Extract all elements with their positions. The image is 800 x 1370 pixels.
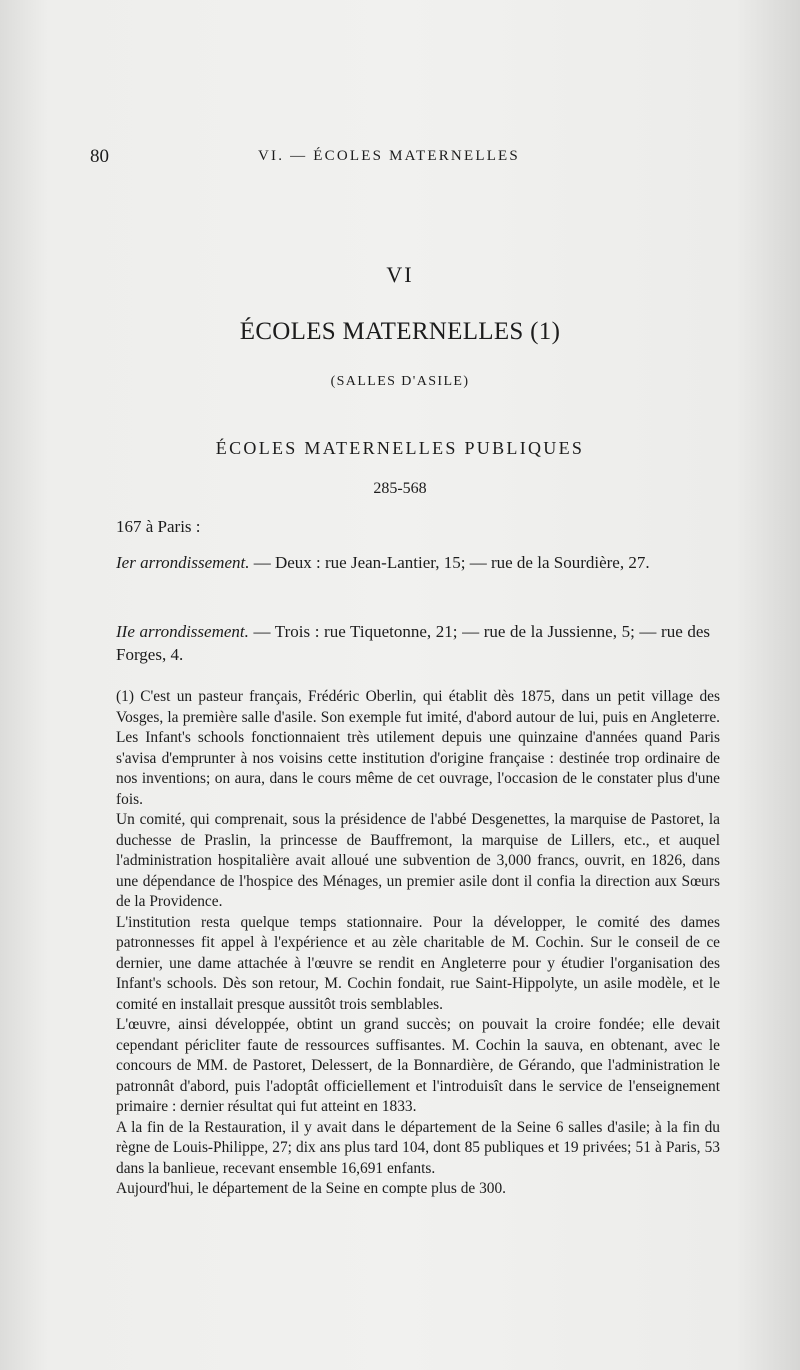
chapter-number: VI bbox=[386, 262, 414, 287]
section-title: ÉCOLES MATERNELLES PUBLIQUES bbox=[215, 438, 585, 458]
footnote-paragraph: A la fin de la Restauration, il y avait dans le département de la Seine 6 salles d'asile; à la fin du règne de Louis-Philippe, 27; dix ans plus tard 104, dont 85 publiques et 19 privées; 51 à Paris, 53 dans la banlieue, recevant ensemble 16,691 enfants. bbox=[116, 1118, 720, 1177]
arrondissement-entry bbox=[116, 551, 710, 574]
page-number: 80 bbox=[90, 146, 109, 167]
running-header bbox=[90, 146, 710, 170]
arrondissement-label: Ier arrondissement. bbox=[116, 553, 250, 572]
running-title: VI. — ÉCOLES MATERNELLES bbox=[258, 148, 520, 164]
chapter-title: ÉCOLES MATERNELLES (1) bbox=[239, 318, 561, 345]
chapter-subtitle: (SALLES D'ASILE) bbox=[330, 374, 470, 389]
arrondissement-text: — Deux : rue Jean-Lantier, 15; — rue de la Sourdière, 27. bbox=[249, 553, 650, 572]
footnote-block bbox=[116, 687, 720, 1200]
footnote-paragraph: L'institution resta quelque temps stationnaire. Pour la développer, le comité des dames patronnesses fit appel à l'expérience et au zèle charitable de M. Cochin. Sur le conseil de ce dernier, une dame attachée à l'œuvre se rendit en Angleterre pour y étudier l'organisation des Infant's schools. Dès son retour, M. Cochin fondait, rue Saint-Hippolyte, un asile modèle, et le comité en installait presque aussitôt trois semblables. bbox=[116, 913, 720, 1013]
arrondissement-entry bbox=[116, 620, 710, 666]
arrondissement-label: IIe arrondissement. bbox=[116, 622, 249, 641]
paris-line: 167 à Paris : bbox=[116, 517, 201, 536]
arrondissement-text: — Trois : rue Tiquetonne, 21; — rue de la Jussienne, 5; — rue des Forges, 4. bbox=[116, 622, 711, 664]
footnote-paragraph: Un comité, qui comprenait, sous la présidence de l'abbé Desgenettes, la marquise de Pastoret, la duchesse de Praslin, la princesse de Bauffremont, la marquise de Lillers, etc., et auquel l'administration hospitalière avait alloué une subvention de 3,000 francs, ouvrit, en 1826, dans une dépendance de l'hospice des Ménages, un premier asile dont il confia la direction aux Sœurs de la Providence. bbox=[116, 811, 720, 910]
section-count: 285-568 bbox=[373, 480, 427, 497]
footnote-paragraph: Aujourd'hui, le département de la Seine en compte plus de 300. bbox=[116, 1180, 506, 1197]
footnote-paragraph: (1) C'est un pasteur français, Frédéric Oberlin, qui établit dès 1875, dans un petit village des Vosges, la première salle d'asile. Son exemple fut imité, d'abord autour de lui, puis en Angleterre. Les Infant's schools fonctionnaient très utilement depuis une quinzaine d'années quand Paris s'avisa d'emprunter à nos voisins cette institution d'origine française : destinée trop ordinaire de nos inventions; on aura, dans le cours même de cet ouvrage, l'occasion de le constater plus d'une fois. bbox=[116, 688, 720, 808]
footnote-paragraph: L'œuvre, ainsi développée, obtint un grand succès; on pouvait la croire fondée; elle devait cependant péricliter faute de ressources suffisantes. M. Cochin la sauva, en obtenant, avec le concours de MM. de Pastoret, Delessert, de la Bonnardière, de Gérando, que l'administration le patronnât d'abord, puis l'adoptât officiellement et l'introduisît dans le service de l'enseignement primaire : dernier résultat qui fut atteint en 1833. bbox=[116, 1016, 720, 1115]
